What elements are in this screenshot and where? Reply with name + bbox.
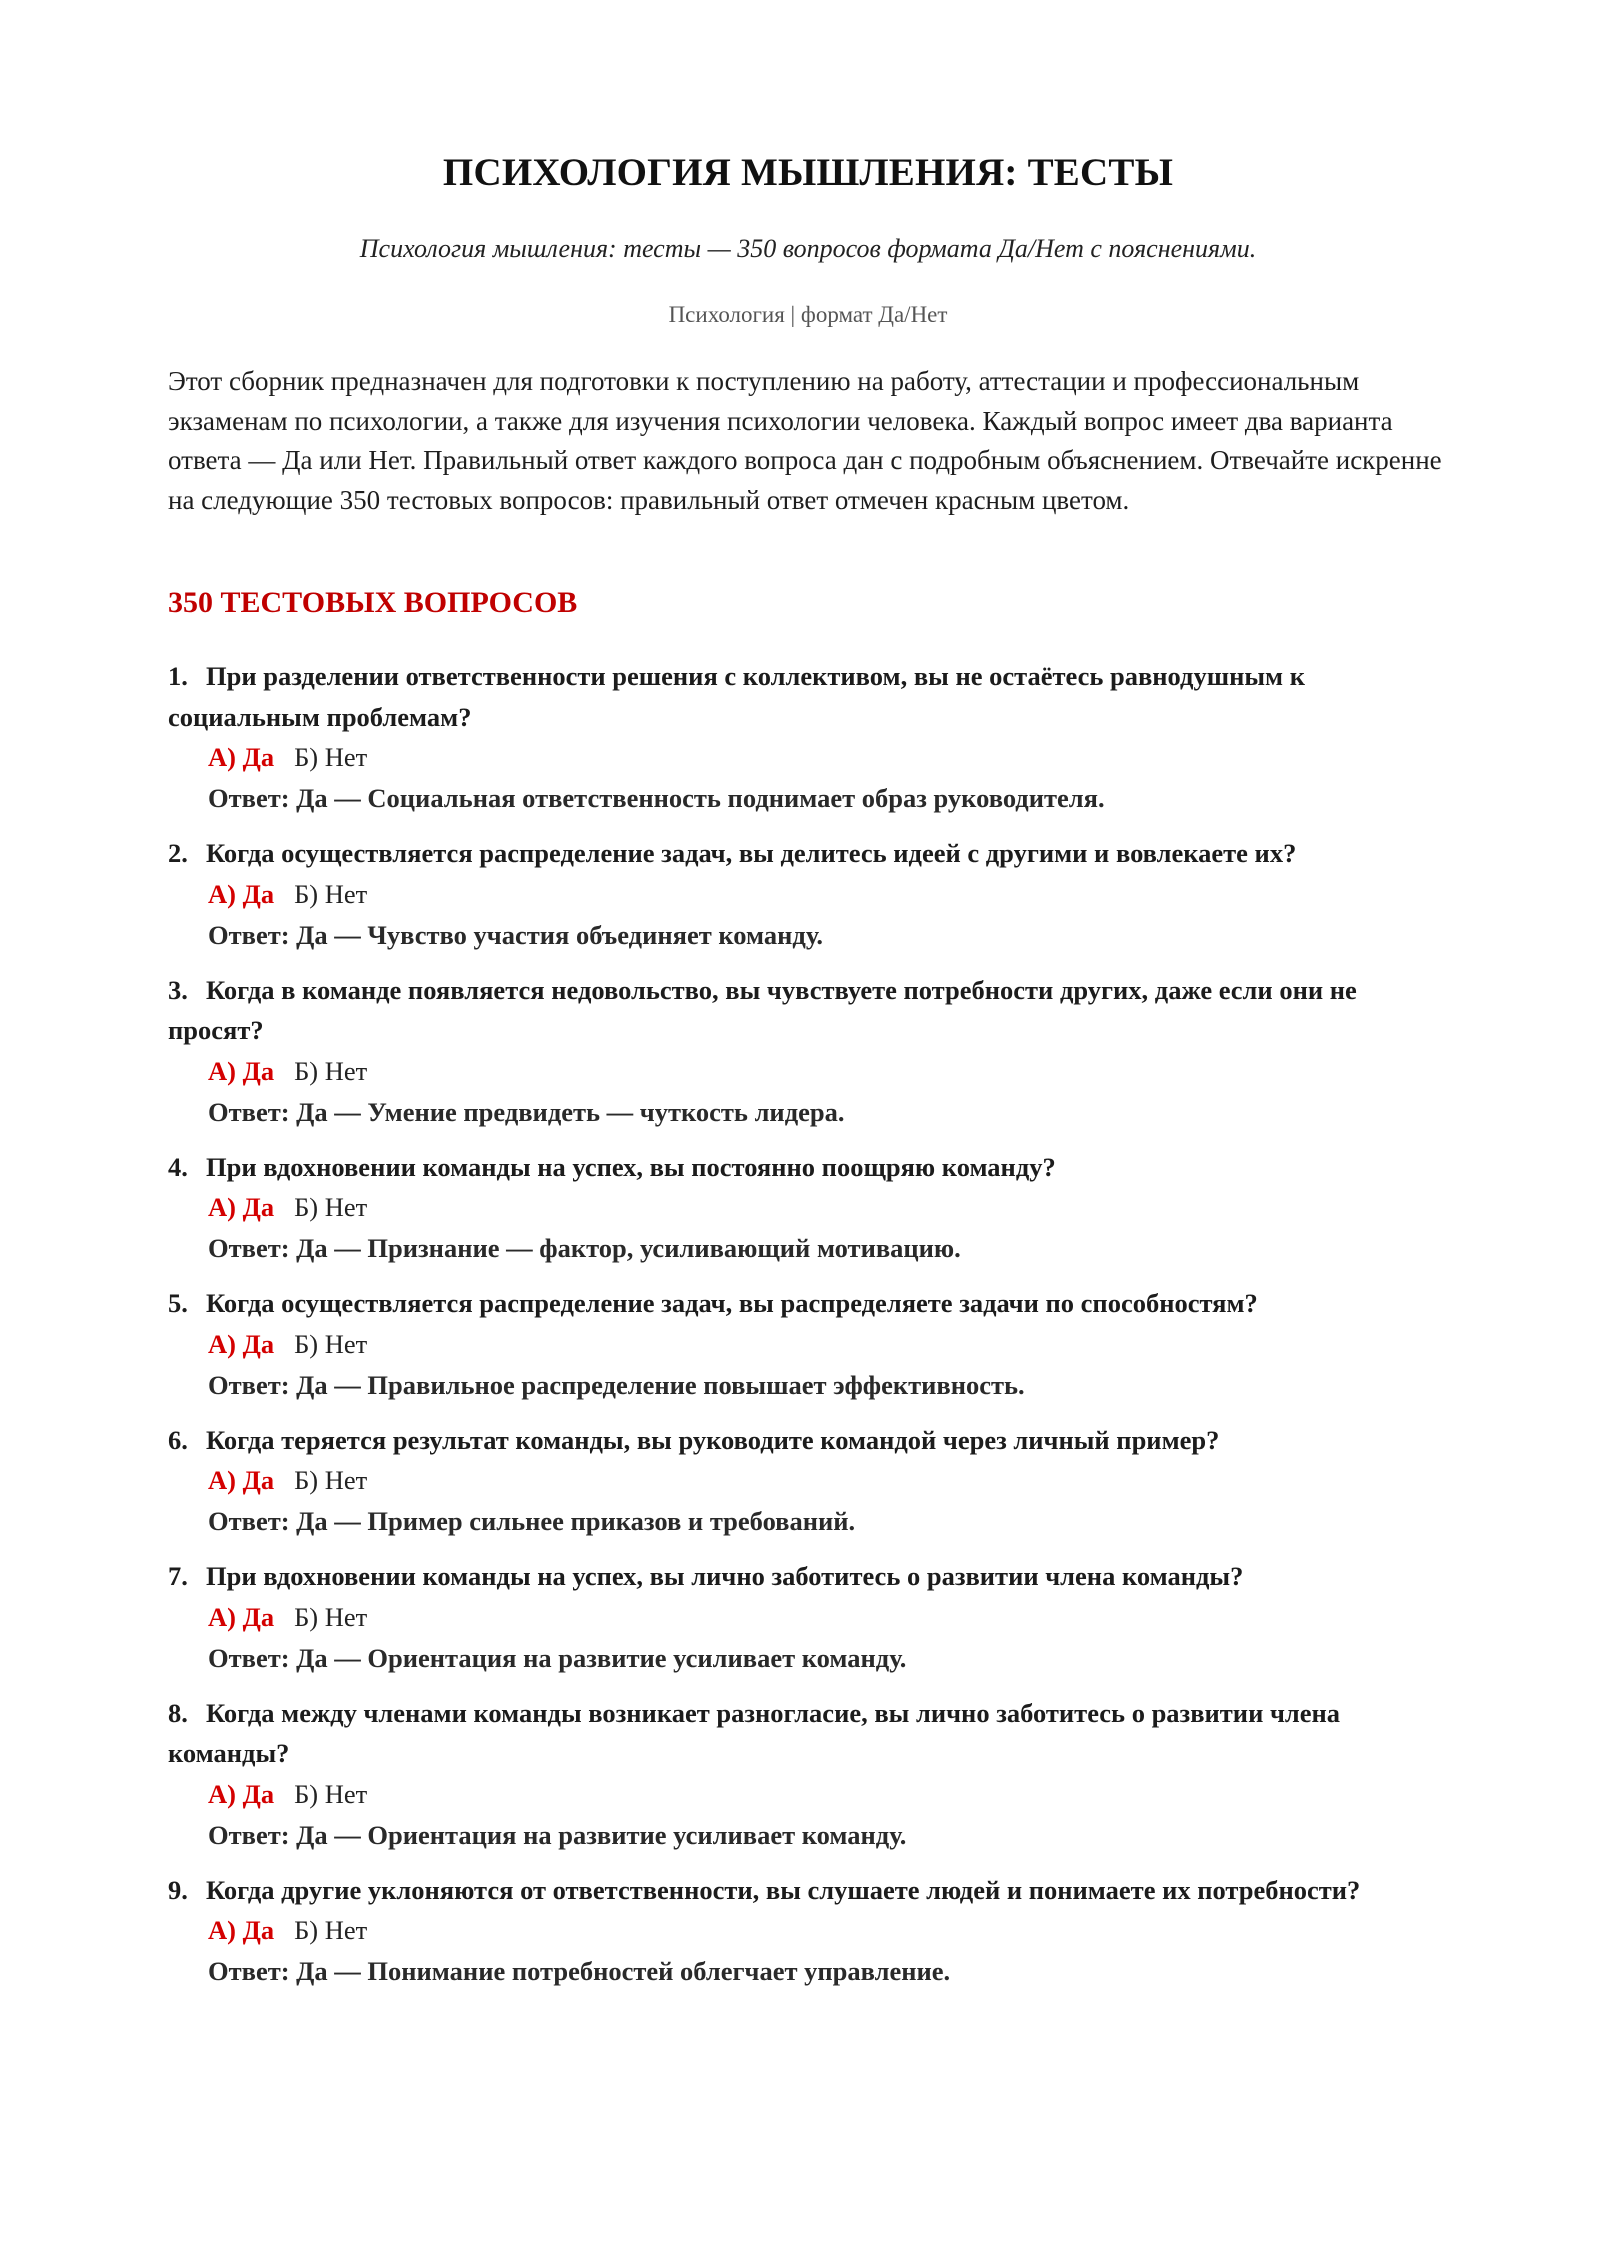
question-number: 3. [168, 974, 188, 1005]
answer-explanation: Ответ: Да — Социальная ответственность поднимает образ руководителя. [208, 783, 1105, 813]
question-number: 6. [168, 1424, 188, 1455]
answer-options [208, 737, 1448, 778]
document-subtitle: Психология мышления: тесты — 350 вопросов формата Да/Нет с пояснениями. [359, 234, 1257, 263]
question-item [168, 1556, 1448, 1679]
answer-options [208, 874, 1448, 915]
option-b: Б) Нет [294, 1328, 368, 1359]
question-body: Когда осуществляется распределение задач, вы распределяете задачи по способностям? [206, 1288, 1258, 1318]
option-b: Б) Нет [294, 878, 368, 909]
question-item [168, 970, 1448, 1133]
option-a-correct: А) Да [208, 878, 275, 909]
answer-options [208, 1910, 1448, 1951]
option-b: Б) Нет [294, 742, 368, 772]
question-number: 5. [168, 1288, 188, 1318]
option-a-correct: А) Да [208, 742, 275, 772]
question-text [168, 1147, 1448, 1188]
question-item [168, 833, 1448, 956]
option-a-correct: А) Да [208, 1192, 275, 1222]
answer-options [208, 1460, 1448, 1501]
option-a-correct: А) Да [208, 1778, 275, 1809]
question-item [168, 1147, 1448, 1270]
option-b: Б) Нет [294, 1192, 368, 1222]
answer-explanation: Ответ: Да — Правильное распределение повышает эффективность. [208, 1369, 1025, 1400]
answer-options [208, 1597, 1448, 1638]
question-item [168, 1693, 1448, 1856]
option-b: Б) Нет [294, 1601, 368, 1632]
question-body: Когда другие уклоняются от ответственности, вы слушаете людей и понимаете их потребности? [206, 1874, 1361, 1905]
answer-explanation: Ответ: Да — Пример сильнее приказов и требований. [208, 1506, 856, 1536]
question-text [168, 1870, 1448, 1911]
document-title: ПСИХОЛОГИЯ МЫШЛЕНИЯ: ТЕСТЫ [442, 151, 1174, 194]
option-b: Б) Нет [294, 1465, 368, 1495]
question-number: 1. [168, 661, 188, 691]
question-number: 7. [168, 1561, 188, 1591]
document-meta: Психология | формат Да/Нет [668, 302, 948, 327]
question-body: При разделении ответственности решения с коллективом, вы не остаётесь равнодушным к социальным проблемам? [168, 661, 1305, 732]
option-a-correct: А) Да [208, 1915, 275, 1945]
question-text [168, 833, 1448, 874]
question-text [168, 1556, 1448, 1597]
answer-explanation: Ответ: Да — Чувство участия объединяет команду. [208, 919, 824, 950]
answer-explanation: Ответ: Да — Ориентация на развитие усиливает команду. [208, 1642, 907, 1673]
answer-explanation: Ответ: Да — Ориентация на развитие усиливает команду. [208, 1819, 907, 1850]
option-b: Б) Нет [294, 1915, 368, 1945]
question-body: При вдохновении команды на успех, вы постоянно поощряю команду? [206, 1151, 1056, 1182]
question-list [168, 656, 1448, 2006]
question-text [168, 1283, 1448, 1324]
answer-options [208, 1324, 1448, 1365]
question-body: Когда теряется результат команды, вы руководите командой через личный пример? [206, 1424, 1220, 1455]
answer-explanation: Ответ: Да — Признание — фактор, усиливающий мотивацию. [208, 1233, 961, 1263]
question-number: 9. [168, 1874, 188, 1905]
question-item [168, 1870, 1448, 1993]
question-body: Когда в команде появляется недовольство, вы чувствуете потребности других, даже если они не просят? [168, 974, 1357, 1045]
question-text [168, 1693, 1448, 1774]
section-heading: 350 ТЕСТОВЫХ ВОПРОСОВ [168, 586, 578, 619]
question-body: Когда осуществляется распределение задач, вы делитесь идеей с другими и вовлекаете их? [206, 838, 1297, 868]
intro-paragraph: Этот сборник предназначен для подготовки к поступлению на работу, аттестации и профессиональным экзаменам по психологии, а также для изучения психологии человека. Каждый вопрос имеет два варианта ответа — Да или Нет. Правильный ответ каждого вопроса дан с подробным объяснением. Отвечайте искренне на следующие 350 тестовых вопросов: правильный ответ отмечен красным цветом. [168, 366, 1442, 515]
option-a-correct: А) Да [208, 1601, 275, 1632]
option-b: Б) Нет [294, 1778, 368, 1809]
option-a-correct: А) Да [208, 1055, 275, 1086]
question-text [168, 1420, 1448, 1461]
question-number: 8. [168, 1697, 188, 1728]
option-a-correct: А) Да [208, 1328, 275, 1359]
question-body: Когда между членами команды возникает разногласие, вы лично заботитесь о развитии члена команды? [168, 1697, 1341, 1768]
answer-options [208, 1187, 1448, 1228]
question-item [168, 1283, 1448, 1406]
answer-explanation: Ответ: Да — Умение предвидеть — чуткость лидера. [208, 1096, 845, 1127]
question-item [168, 656, 1448, 819]
option-a-correct: А) Да [208, 1465, 275, 1495]
question-number: 2. [168, 838, 188, 868]
question-number: 4. [168, 1151, 188, 1182]
answer-options [208, 1051, 1448, 1092]
question-text [168, 970, 1448, 1051]
answer-explanation: Ответ: Да — Понимание потребностей облегчает управление. [208, 1956, 951, 1986]
question-text [168, 656, 1448, 737]
question-item [168, 1420, 1448, 1543]
option-b: Б) Нет [294, 1055, 368, 1086]
answer-options [208, 1774, 1448, 1815]
question-body: При вдохновении команды на успех, вы лично заботитесь о развитии члена команды? [206, 1561, 1244, 1591]
